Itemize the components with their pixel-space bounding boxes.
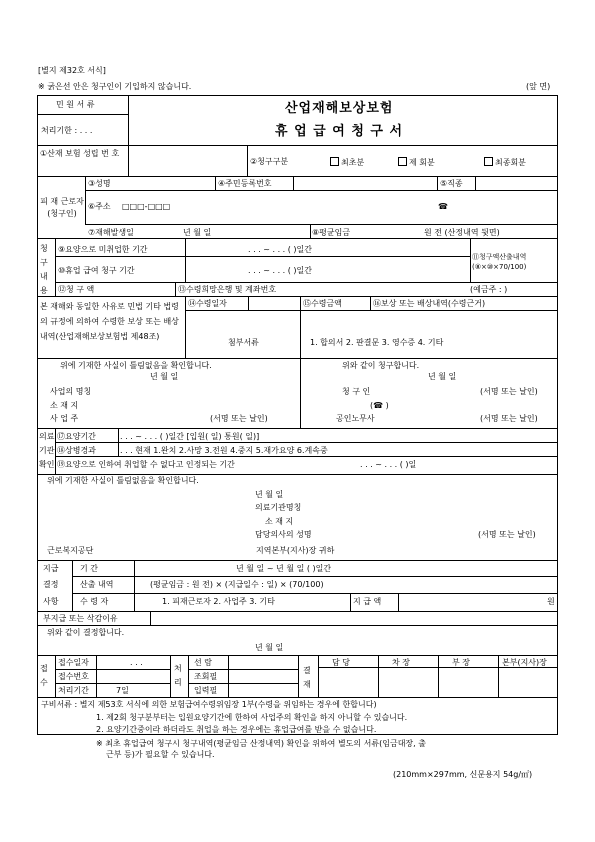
avg-wage-value[interactable]: 원 전 (산정내역 뒷면) bbox=[424, 228, 500, 237]
claimant-phone: (☎ ) bbox=[370, 401, 389, 410]
note-3-cont: 근부 등)가 필요할 수 있습니다. bbox=[106, 750, 215, 759]
bank-account-label: ⑬수령희망은행 및 계좌번호 bbox=[178, 285, 277, 294]
pay-amount-label: 지 급 액 bbox=[353, 597, 382, 606]
receipt-date-value[interactable]: . . . bbox=[130, 658, 143, 667]
injured-worker-group-label: 피 재 근로자 (청구인) bbox=[40, 197, 84, 218]
rehab-period-label: ⑨요양으로 미취업한 기간 bbox=[58, 245, 148, 254]
unable-to-work-label: ⑲요양으로 인하여 취업할 수 없다고 인정되는 기간 bbox=[57, 460, 235, 469]
approval-role-head: 본부(지사)장 bbox=[502, 658, 547, 667]
care-period-value[interactable]: . . . ~ . . . ( )일간 [입원( 일) 통원( 일)] bbox=[120, 432, 260, 441]
approve-statement: 위와 같이 결정합니다. bbox=[47, 628, 125, 637]
labor-attorney-label: 공인노무사 bbox=[336, 414, 375, 423]
recipient-options[interactable]: 1. 피재근로자 2. 사업주 3. 기타 bbox=[162, 597, 275, 606]
process-review: 선 람 bbox=[194, 658, 212, 667]
rehab-period-dates[interactable]: . . . ~ . . . ( )일간 bbox=[248, 245, 313, 254]
approval-role-deputy: 차 장 bbox=[392, 658, 410, 667]
receipt-number-label: 접수번호 bbox=[58, 672, 89, 681]
attachments-options[interactable]: 1. 합의서 2. 판결문 3. 영수증 4. 기타 bbox=[310, 338, 444, 347]
receipt-date-label: 접수일자 bbox=[58, 658, 89, 667]
approve-date[interactable]: 년 월 일 bbox=[255, 643, 284, 652]
compensation-basis-label: ⑯보상 또는 배상내역(수령근거) bbox=[373, 299, 486, 308]
checkbox-icon[interactable] bbox=[398, 157, 407, 166]
civil-doc-label: 민 원 서 류 bbox=[56, 100, 95, 109]
depositor-label: (예금주 : ) bbox=[470, 285, 508, 294]
medical-group-label-1: 의료 bbox=[39, 432, 55, 441]
job-label: ⑤직종 bbox=[440, 179, 463, 188]
name-label: ③성명 bbox=[88, 179, 111, 188]
calc-breakdown-label: 산출 내역 bbox=[80, 580, 114, 589]
approval-role-staff: 담 당 bbox=[332, 658, 350, 667]
business-location-label: 소 재 지 bbox=[50, 401, 79, 410]
decision-group-label-3: 사항 bbox=[43, 597, 59, 606]
note-1: 1. 제2회 청구분부터는 입원요양기간에 한하여 사업주의 확인을 하지 아니할 수 있습니다. bbox=[96, 713, 408, 722]
other-comp-description: 본 재해와 동일한 사유로 민법 기타 법령의 규정에 의하여 수령한 보상 또는 배상내역(산업재해보상보험법 제48조) bbox=[40, 302, 179, 341]
rrn-label: ④주민등록번호 bbox=[218, 179, 272, 188]
medical-group-label-3: 확인 bbox=[39, 460, 55, 469]
doctor-sign-label: (서명 또는 날인) bbox=[478, 530, 536, 539]
checkbox-icon[interactable] bbox=[484, 157, 493, 166]
medical-confirm-date[interactable]: 년 월 일 bbox=[255, 490, 284, 499]
required-docs: 구비서류 : 별지 제53호 서식에 의한 보험급여수령위임장 1부(수령을 위임하는 경우에 한합니다) bbox=[41, 700, 377, 709]
insurance-number-label: ①산재 보험 성립 번 호 bbox=[40, 149, 120, 158]
employer-sign-label: (서명 또는 날인) bbox=[210, 414, 268, 423]
note-3: ※ 최초 휴업급여 청구시 청구내역(평균임금 산정내역) 확인을 위하여 별도의 서류(임금대장, 출 bbox=[96, 739, 426, 748]
claimant-statement: 위와 같이 청구합니다. bbox=[342, 361, 420, 370]
won-unit: 원 bbox=[547, 597, 555, 606]
condition-status-label: ⑱상병경과 bbox=[57, 446, 96, 455]
refusal-reason-label: 부지급 또는 삭감이유 bbox=[43, 614, 118, 623]
doctor-name-label: 담당의사의 성명 bbox=[255, 530, 312, 539]
process-group-label: 처리 bbox=[174, 664, 182, 687]
regional-head-label: 지역본부(지사)장 귀하 bbox=[256, 546, 335, 555]
claimant-date[interactable]: 년 월 일 bbox=[428, 372, 457, 381]
page-side-label: (앞 면) bbox=[526, 82, 551, 91]
accident-date-label: ⑦재해발생일 bbox=[88, 228, 134, 237]
claimant-label: 청 구 인 bbox=[342, 387, 371, 396]
pay-period-label: 기 간 bbox=[80, 564, 98, 573]
claim-type-label: ②청구구분 bbox=[250, 157, 289, 166]
claim-type-first[interactable]: 최초분 bbox=[330, 157, 364, 168]
labor-attorney-sign-label: (서명 또는 날인) bbox=[480, 414, 538, 423]
form-number: [별지 제32호 서식] bbox=[38, 66, 106, 75]
medical-institution-label: 의료기관명칭 bbox=[255, 503, 302, 512]
received-date-label: ⑭수령일자 bbox=[188, 299, 227, 308]
welfare-corp-label: 근로복지공단 bbox=[47, 546, 94, 555]
approval-group-label: 결재 bbox=[303, 666, 311, 689]
claimant-sign-label: (서명 또는 날인) bbox=[480, 387, 538, 396]
receipt-group-label: 접수 bbox=[40, 664, 48, 687]
business-name-label: 사업의 명칭 bbox=[50, 387, 92, 396]
checkbox-icon[interactable] bbox=[330, 157, 339, 166]
calc-breakdown-value[interactable]: (평균임금 : 원 전) × (지급일수 : 일) × (70/100) bbox=[150, 580, 324, 589]
claim-type-nth[interactable]: 제 회분 bbox=[398, 157, 435, 168]
process-input: 입력필 bbox=[194, 686, 218, 695]
claim-type-final[interactable]: 최종회분 bbox=[484, 157, 526, 168]
leave-period-label: ⑩휴업 급여 청구 기간 bbox=[58, 266, 135, 275]
care-period-label: ⑰요양기간 bbox=[57, 432, 96, 441]
phone-icon: ☎ bbox=[438, 202, 448, 211]
employer-owner-label: 사 업 주 bbox=[50, 414, 79, 423]
claim-amount-label: ⑫청 구 액 bbox=[58, 285, 95, 294]
condition-status-value[interactable]: . . . 현재 1.완치 2.사망 3.전원 4.중지 5.재가요양 6.계속중 bbox=[120, 446, 328, 455]
postal-code-boxes[interactable]: □□□-□□□ bbox=[122, 202, 171, 211]
medical-location-label: 소 재 지 bbox=[265, 517, 294, 526]
recipient-label: 수 령 자 bbox=[80, 597, 109, 606]
medical-confirm-statement: 위에 기재한 사실이 틀림없음을 확인합니다. bbox=[47, 476, 199, 485]
process-inquiry: 조회필 bbox=[194, 672, 218, 681]
decision-group-label-1: 지급 bbox=[43, 564, 59, 573]
address-label: ⑥주소 bbox=[88, 202, 111, 211]
received-amount-label: ⑮수령금액 bbox=[303, 299, 342, 308]
attachments-label: 첨부서류 bbox=[228, 338, 259, 347]
claim-calc-label: ⑪청구액산출내역 (⑧×⑩×70/100) bbox=[472, 253, 527, 271]
approval-role-manager: 부 장 bbox=[452, 658, 470, 667]
note-2: 2. 요양기간중이라 하더라도 취업을 하는 경우에는 휴업급여를 받을 수 없습니다. bbox=[96, 725, 377, 734]
notice-text: ※ 굵은선 안은 청구인이 기입하지 않습니다. bbox=[38, 82, 192, 91]
form-title-sub: 휴 업 급 여 청 구 서 bbox=[275, 124, 404, 139]
leave-period-dates[interactable]: . . . ~ . . . ( )일간 bbox=[248, 266, 313, 275]
decision-group-label-2: 결정 bbox=[43, 580, 59, 589]
accident-date-value[interactable]: 년 월 일 bbox=[183, 228, 212, 237]
avg-wage-label: ⑧평균임금 bbox=[312, 228, 351, 237]
processing-time-value: 7일 bbox=[116, 686, 129, 695]
employer-confirm-statement: 위에 기재한 사실이 틀림없음을 확인합니다. bbox=[60, 361, 212, 370]
pay-period-value[interactable]: 년 월 일 ~ 년 월 일 ( )일간 bbox=[236, 564, 332, 573]
processing-time-label: 처리기간 bbox=[58, 686, 89, 695]
claim-detail-group-label: 청 구 내 용 bbox=[40, 244, 48, 295]
employer-confirm-date[interactable]: 년 월 일 bbox=[150, 372, 179, 381]
paper-spec: (210mm×297mm, 신문용지 54g/㎡) bbox=[393, 770, 533, 779]
deadline-label: 처리기한 : . . . bbox=[41, 126, 93, 135]
form-title-main: 산업재해보상보험 bbox=[285, 101, 394, 116]
unable-to-work-value[interactable]: . . . ~ . . . ( )일 bbox=[360, 460, 417, 469]
medical-group-label-2: 기관 bbox=[39, 446, 55, 455]
